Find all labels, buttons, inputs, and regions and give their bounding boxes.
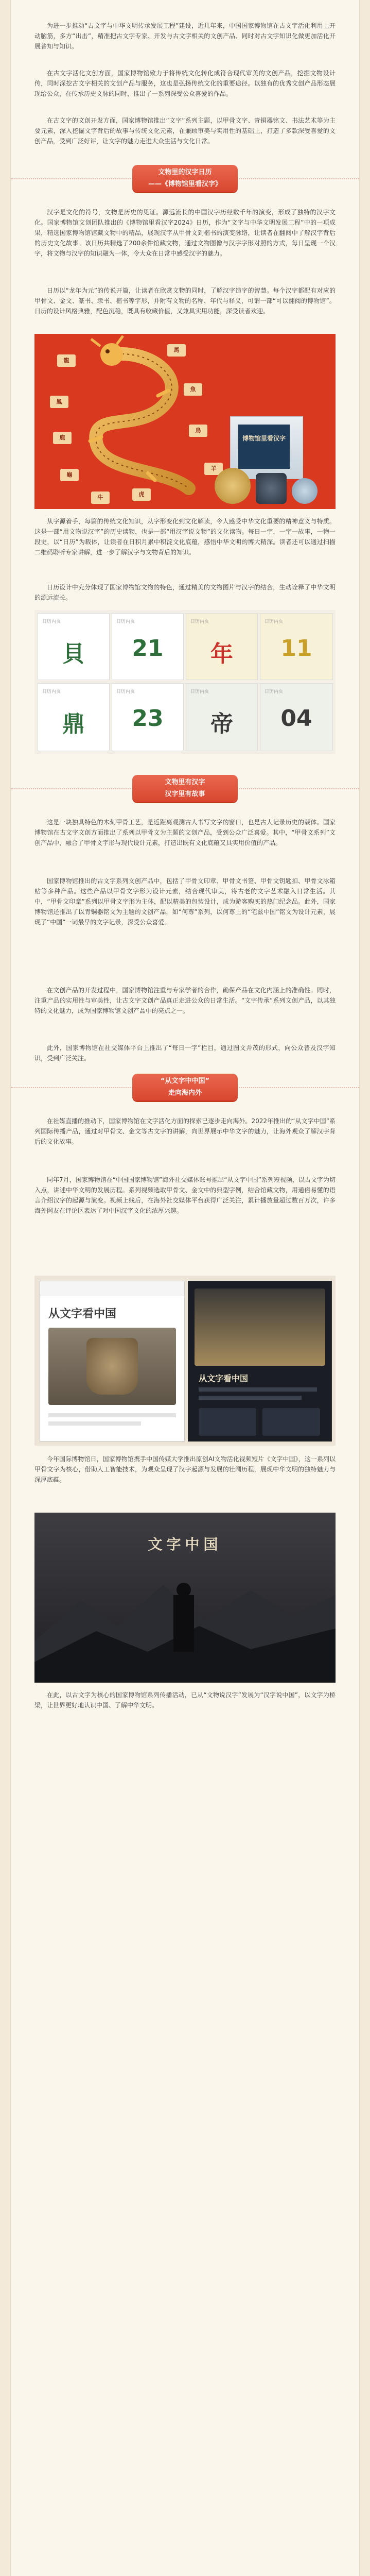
calendar-tile-7: 日历内页 帝 <box>186 683 258 751</box>
dragon-tag-10: 牛 <box>91 492 110 504</box>
article-page <box>11 0 359 2576</box>
dragon-calendar-poster <box>34 334 336 509</box>
section-heading-2-line1: 文物里有汉字 <box>165 778 205 786</box>
calendar-tile-char: 帝 <box>210 711 233 737</box>
section1b-paragraph-2: 日历设计中充分体现了国家博物馆文物的特色，通过精美的文物图片与汉字的结合，生动诠释了中华文明的源远流长。 <box>34 584 336 601</box>
section-heading-2 <box>132 775 238 802</box>
calendar-tile-1: 日历内页 貝 <box>38 613 110 680</box>
calendar-tile-char: 貝 <box>62 641 85 667</box>
dragon-tag-3: 鳳 <box>50 396 68 408</box>
intro-paragraph-1: 为进一步推动“古文字与中华文明传承发展工程”建设，近几年来，中国国家博物馆在古文字活化利用上开动脑筋，多方“出击”，精准把古文字专家、开发与古文字相关的文创产品、同时对古文字知识化做更加活化开展普知与知识。 <box>34 22 336 50</box>
section-heading-1-line1: 文物里的汉字日历 <box>158 168 212 176</box>
phone-screenshot-right <box>188 1281 332 1442</box>
section-heading-1 <box>132 165 238 192</box>
calendar-tile-char: 21 <box>132 635 164 662</box>
section-heading-1-line2: ——《博物馆里看汉字》 <box>148 180 222 188</box>
section3-paragraph-2: 同年7月，国家博物馆在“中国国家博物馆”海外社交媒体账号推出“从文字中国”系列短视频，以古文字为切入点，讲述中华文明的发展历程。系列视频选取甲骨文、金文中的典型字例，结合馆藏文物，用通俗易懂的语言介绍汉字的起源与演变。视频上线后，在海外社交媒体平台获得广泛关注，累计播放量超过数百万次，许多海外网友在评论区表达了对中国汉字文化的浓厚兴趣。 <box>34 1176 336 1214</box>
intro-paragraph-3: 在古文字的文创开发方面，国家博物馆推出“文字”系列主题，以甲骨文字、青铜器铭文、书法艺术等为主要元素，深入挖掘文字背后的故事与传统文化元素，在兼顾审美与实用性的基础上，打造了多款深受喜爱的文创产品，受到广泛好评，让文字的魅力走进大众生活与文化日常。 <box>34 117 336 145</box>
section-heading-2-line2: 汉字里有故事 <box>165 790 205 798</box>
dragon-tag-1: 龍 <box>57 354 76 367</box>
section-heading-3 <box>132 1074 238 1100</box>
dragon-tag-9: 羊 <box>204 463 223 475</box>
calendar-tile-2: 日历内页 21 <box>112 613 184 680</box>
phone-screenshot-left <box>40 1281 185 1442</box>
calendar-tile-8: 日历内页 04 <box>260 683 333 751</box>
section2-paragraph-2: 国家博物馆推出的古文字系列文创产品中，包括了甲骨文印章、甲骨文书签、甲骨文钥匙扣、甲骨文冰箱贴等多种产品。这些产品以甲骨文字形为设计元素，结合现代审美，将古老的文字艺术融入日常生活。其中，“甲骨文印章”系列以甲骨文字形为主体，配以精美的包装设计，成为游客购买的热门纪念品。此外，国家博物馆还推出了以青铜器铭文为主题的文创产品，如“何尊”系列，以何尊上的“宅兹中国”铭文为设计元素，展现了“中国”一词最早的文字记录，深受公众喜爱。 <box>34 877 336 926</box>
calendar-tile-6: 日历内页 23 <box>112 683 184 751</box>
section2-paragraph-3: 在文创产品的开发过程中，国家博物馆注重与专家学者的合作，确保产品在文化内涵上的准确性。同时，注重产品的实用性与审美性，让古文字文创产品真正走进公众的日常生活。“文字传承”系列文创产品，以其独特的文化魅力，成为国家博物馆文创产品中的亮点之一。 <box>34 987 336 1014</box>
section2-paragraph-1: 这是一块独具特色的木刻甲骨工艺，是近距离观测古人书写文字的窗口，也是古人记录历史的载体。国家博物馆在古文字文创方面推出了系列以甲骨文为主题的文创产品，受到公众广泛喜爱。其中，“甲骨文系列”文创产品中，融合了甲骨文字形与现代设计元素，打造出既有文化底蕴又具实用价值的产品。 <box>34 819 336 846</box>
section1b-paragraph-1: 从字源着手，每篇的传统文化知识，从字形变化到文化解读，令人感受中华文化重要的精神意义与特质。这是一部“用文物说汉字”的历史读物，也是一部“用汉字说文物”的文化读物。每日一字，一字一故事，一物一段史，以“日历”为载体，让读者在日积月累中积淀文化底蕴，感悟中华文明的博大精深。读者还可以通过扫描二维码聆听专家讲解，进一步了解汉字与文物背后的知识。 <box>34 518 336 556</box>
section3-paragraph-1: 在社媒直播的推动下，国家博物馆在文字活化方面的探索已逐步走向海外。2022年推出的“从文字中国”系列国际传播产品，通过对甲骨文、金文等古文字的讲解，向世界展示中华文字的魅力，让海外观众了解汉字背后的文化故事。 <box>34 1117 336 1145</box>
intro-paragraph-2: 在古文字活化文创方面，国家博物馆致力于将传统文化转化成符合现代审美的文创产品，挖掘文物设计传，同时深挖古文字相关的文创产品与服务，这也是弘扬传统文化的重要途径。以独有的优秀文创产品形态展现给公众，在传承历史文脉的同时，推出了一系列深受公众喜爱的作品。 <box>34 70 336 97</box>
calendar-tile-5: 日历内页 鼎 <box>38 683 110 751</box>
calendar-tile-4: 日历内页 11 <box>260 613 333 680</box>
section-heading-3-line2: 走向海内外 <box>168 1089 202 1097</box>
calendar-box-title: 博物馆里看汉字 <box>238 425 290 469</box>
phone-right-title: 从文字看中国 <box>199 1374 249 1383</box>
section2-paragraph-4: 此外，国家博物馆在社交媒体平台上推出了“每日一字”栏目，通过图文并茂的形式，向公众普及汉字知识，受到广泛关注。 <box>34 1044 336 1062</box>
calendar-pages-grid <box>34 610 336 754</box>
section3-paragraph-3: 今年国际博物馆日，国家博物馆携手中国传媒大学推出原创AI文物活化视频短片《文字中国》，这一系列以甲骨文字为核心，借助人工智能技术，为观众呈现了汉字起源与发展的壮阔历程，展现中华文明的独特魅力与深厚底蕴。 <box>34 1455 336 1483</box>
calendar-tile-char: 11 <box>280 635 312 662</box>
section-heading-3-line1: “从文字中中国” <box>160 1077 210 1085</box>
dragon-tag-5: 鹿 <box>53 432 72 444</box>
dragon-tag-2: 馬 <box>167 344 186 357</box>
calendar-tile-char: 04 <box>280 705 312 732</box>
social-media-screenshots <box>34 1276 336 1446</box>
dragon-tag-7: 龜 <box>60 469 79 481</box>
ai-video-poster <box>34 1513 336 1683</box>
section1-paragraph-1: 汉字是文化的符号，文物是历史的见证。源远流长的中国汉字历经数千年的演变，形成了独特的汉字文化。国家博物馆文创团队推出的《博物馆里看汉字2024》日历，作为“文字与中华文明发展工程”中的一项成果，精选国家博物馆馆藏文物中的精品，展现汉字从甲骨文到楷书的演变脉络，让读者在翻阅中了解汉字背后的历史文化故事。该日历共精选了200余件馆藏文物，通过文物图像与汉字字形对照的方式，每日呈现一个汉字，将文物与汉字的知识融为一体，令大众在日常中感受汉字的魅力。 <box>34 209 336 257</box>
section1-paragraph-2: 日历以“龙年为元”的传说开篇，让读者在欣赏文物的同时，了解汉字造字的智慧。每个汉字都配有对应的甲骨文、金文、篆书、隶书、楷书等字形，并附有文物的名称、年代与释义，可谓一部“可以翻阅的博物馆”。日历的设计风格典雅，配色沉稳，既具有收藏价值，又兼具实用功能，深受读者欢迎。 <box>34 287 336 315</box>
calendar-tile-char: 鼎 <box>62 711 85 737</box>
dragon-tag-8: 虎 <box>132 488 151 501</box>
calendar-tile-char: 23 <box>132 705 164 732</box>
calendar-tile-char: 年 <box>210 641 233 667</box>
dragon-tag-6: 鳥 <box>189 425 207 437</box>
section3-paragraph-4: 在此，以古文字为核心的国家博物馆系列传播活动，已从“文物说汉字”发展为“汉字说中国”，以文字为桥梁，让世界更好地认识中国、了解中华文明。 <box>34 1691 336 1709</box>
video-title: 文字中国 <box>148 1536 222 1553</box>
dragon-tag-4: 魚 <box>184 383 202 396</box>
calendar-product-set <box>209 411 323 509</box>
calendar-tile-3: 日历内页 年 <box>186 613 258 680</box>
phone-left-title: 从文字看中国 <box>48 1308 117 1320</box>
